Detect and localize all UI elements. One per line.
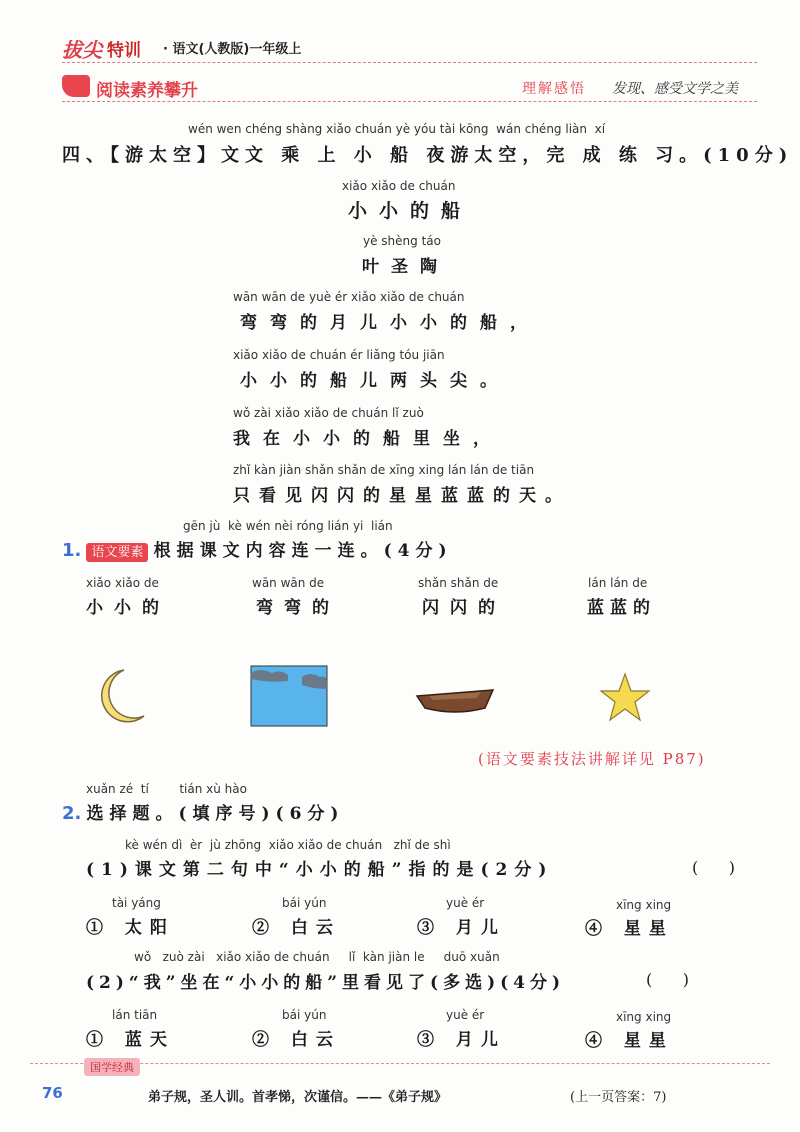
- option-pinyin: yuè ér: [446, 1008, 485, 1022]
- q1-word: 闪闪的: [422, 598, 506, 618]
- part4-heading: 四、【游太空】文文 乘 上 小 船 夜游太空，完 成 练 习。(10分): [62, 145, 794, 166]
- section-title: 阅读素养攀升: [96, 81, 198, 101]
- option-pinyin: tài yáng: [112, 896, 161, 910]
- q1-word-pinyin: lán lán de: [588, 576, 648, 590]
- star-icon: [598, 672, 652, 724]
- option-pinyin: lán tiān: [112, 1008, 158, 1022]
- poem-title-pinyin: xiǎo xiǎo de chuán: [342, 179, 456, 193]
- q1-number: 1.: [62, 540, 82, 561]
- q2-heading: [62, 799, 344, 824]
- header-divider: [62, 62, 757, 63]
- q1-word: 小小的: [86, 598, 170, 618]
- option-pinyin: xīng xing: [616, 898, 672, 912]
- section-hint-text: 发现、感受文学之美: [612, 81, 738, 97]
- answer-bracket[interactable]: ( ): [692, 858, 735, 877]
- poem-line-pinyin: xiǎo xiǎo de chuán ér liǎng tóu jiān: [233, 348, 445, 362]
- q1-word: 弯弯的: [256, 598, 340, 618]
- poem-author: 叶圣陶: [362, 257, 449, 277]
- moon-icon: [96, 666, 150, 726]
- poem-line-pinyin: wān wān de yuè ér xiǎo xiǎo de chuán: [233, 290, 465, 304]
- footer-divider: [30, 1063, 770, 1064]
- footer-quote: 弟子规，圣人训。首孝悌，次谨信。——《弟子规》: [148, 1090, 448, 1105]
- q1-text: 根据课文内容连一连。(4分): [153, 541, 453, 561]
- q2-sub2-text: (2)“我”坐在“小小的船”里看见了(多选)(4分): [86, 973, 566, 993]
- option-label[interactable]: ① 太阳: [86, 918, 175, 938]
- q2-text: 选择题。(填序号)(6分): [86, 804, 345, 824]
- poem-line: 只看见闪闪的星星蓝蓝的天。: [233, 486, 571, 506]
- footer-tag: 国学经典: [84, 1058, 140, 1076]
- part4-pinyin: wén wen chéng shàng xiǎo chuán yè yóu tài kōng wán chéng liàn xí: [188, 122, 606, 136]
- page-number: 76: [42, 1084, 63, 1102]
- q2-sub2-pinyin: wǒ zuò zài xiǎo xiǎo de chuán lǐ kàn jiàn le duō xuǎn: [134, 950, 500, 964]
- section-badge-icon: [62, 75, 90, 97]
- q1-heading: [62, 536, 453, 561]
- option-label[interactable]: ③ 月儿: [417, 1030, 506, 1050]
- option-pinyin: bái yún: [282, 1008, 327, 1022]
- option-label[interactable]: ③ 月儿: [417, 918, 506, 938]
- q2-number: 2.: [62, 803, 82, 824]
- poem-line-pinyin: wǒ zài xiǎo xiǎo de chuán lǐ zuò: [233, 406, 424, 420]
- q1-word-pinyin: wān wān de: [252, 576, 325, 590]
- poem-line: 我在小小的船里坐，: [233, 429, 503, 449]
- poem-line-pinyin: zhǐ kàn jiàn shǎn shǎn de xīng xing lán lán de tiān: [233, 463, 535, 477]
- sky-icon: [250, 665, 328, 727]
- option-pinyin: xīng xing: [616, 1010, 672, 1024]
- option-pinyin: yuè ér: [446, 896, 485, 910]
- poem-author-pinyin: yè shèng táo: [363, 234, 441, 248]
- q2-sub1-text: (1)课文第二句中“小小的船”指的是(2分): [86, 860, 554, 880]
- answer-bracket[interactable]: ( ): [646, 970, 689, 989]
- section-hint-label: 理解感悟: [522, 81, 586, 97]
- q1-word: 蓝蓝的: [587, 598, 656, 618]
- poem-title: 小小的船: [348, 200, 473, 222]
- previous-answer: (上一页答案：7): [570, 1090, 667, 1105]
- option-label[interactable]: ④ 星星: [585, 1031, 674, 1051]
- option-label[interactable]: ④ 星星: [585, 919, 674, 939]
- q1-word-pinyin: shǎn shǎn de: [418, 576, 499, 590]
- section-divider: [62, 101, 757, 102]
- poem-line: 弯弯的月儿小小的船，: [240, 313, 540, 333]
- boat-icon: [415, 682, 495, 716]
- book-title: · 语文(人教版)一年级上: [163, 42, 302, 57]
- option-label[interactable]: ② 白云: [252, 1030, 341, 1050]
- q1-tag: 语文要素: [86, 543, 148, 562]
- q2-pinyin: xuǎn zé tí tián xù hào: [86, 782, 247, 796]
- q1-word-pinyin: xiǎo xiǎo de: [86, 576, 159, 590]
- q1-note: (语文要素技法讲解详见 P87): [478, 750, 706, 768]
- brand-logo-suffix: 特训: [107, 41, 141, 61]
- poem-line: 小小的船儿两头尖。: [240, 371, 510, 391]
- option-label[interactable]: ① 蓝天: [86, 1030, 175, 1050]
- q2-sub1-pinyin: kè wén dì èr jù zhōng xiǎo xiǎo de chuán zhǐ de shì: [125, 838, 451, 852]
- q1-pinyin: gēn jù kè wén nèi róng lián yi lián: [183, 519, 393, 533]
- brand-logo: 拔尖: [62, 38, 102, 62]
- option-pinyin: bái yún: [282, 896, 327, 910]
- option-label[interactable]: ② 白云: [252, 918, 341, 938]
